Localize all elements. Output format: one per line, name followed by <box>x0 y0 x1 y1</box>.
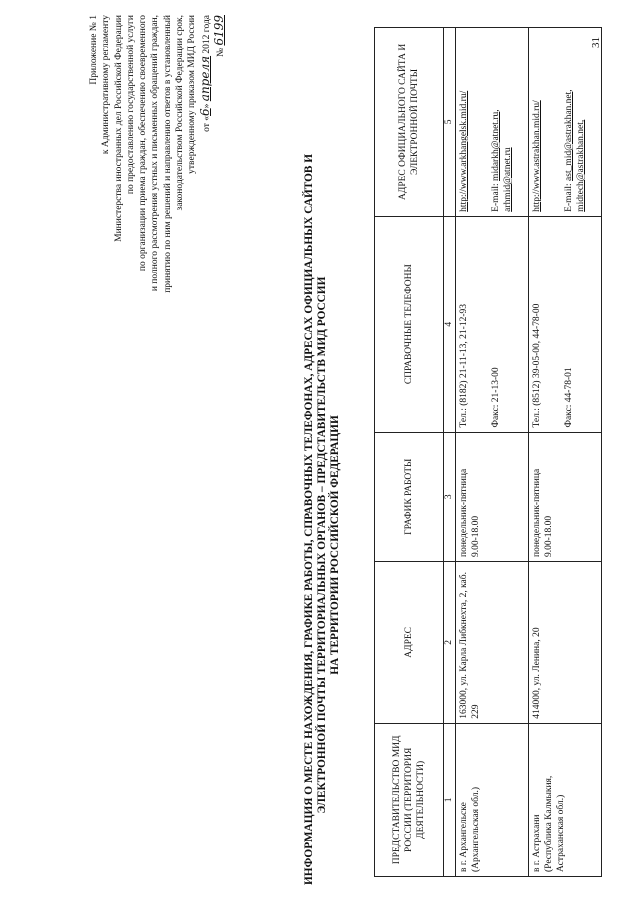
appendix-line: к Административному регламенту <box>101 15 112 155</box>
schedule-days: понедельник-пятница <box>532 468 542 557</box>
email-link[interactable]: arhmid@atnet.ru <box>503 147 513 212</box>
office-city: в г. Архангельске <box>459 802 469 872</box>
title-line: ЭЛЕКТРОННОЙ ПОЧТЫ ТЕРРИТОРИАЛЬНЫХ ОРГАНОВ – ПРЕДСТАВИТЕЛЬСТВ МИД РОССИИ <box>316 276 328 814</box>
email-label: E-mail: <box>564 180 574 212</box>
appendix-line: принятию по ним решений и направлению ответов в установленный <box>162 15 173 293</box>
site-email-cell <box>529 28 602 217</box>
site-link[interactable]: http://www.arkhangelsk.mid.ru/ <box>459 90 469 212</box>
date-prefix: от « <box>201 115 212 132</box>
header-phones: СПРАВОЧНЫЕ ТЕЛЕФОНЫ <box>375 216 444 432</box>
appendix-line: Министерства иностранных дел Российской Федерации <box>113 15 124 242</box>
column-number-row <box>444 28 456 877</box>
column-number: 1 <box>444 723 456 876</box>
header-office: ПРЕДСТАВИТЕЛЬСТВО МИД РОССИИ (ТЕРРИТОРИЯ ДЕЯТЕЛЬНОСТИ) <box>375 723 444 876</box>
office-region: (Архангельская обл.) <box>471 786 481 872</box>
email-separator: , <box>491 109 501 112</box>
phone-text: Тел.: (8512) 39-05-00, 44-78-00 <box>532 303 542 428</box>
phones-cell <box>529 216 602 432</box>
table-header-row <box>375 28 444 877</box>
approval-date <box>199 15 213 380</box>
site-link[interactable]: http://www.astrakhan.mid.ru/ <box>532 100 542 212</box>
site-email-cell <box>456 28 529 217</box>
schedule-hours: 9.00-18.00 <box>471 515 481 557</box>
email-link[interactable]: midtech@astrakhan.net, <box>576 119 586 212</box>
office-city: в г. Астрахани <box>532 814 542 872</box>
appendix-line: законодательством Российской Федерации срок, <box>175 15 186 211</box>
address-cell: 163000, ул. Карла Либкнехта, 2, каб. 229 <box>456 561 529 723</box>
page-number: 31 <box>590 37 602 48</box>
table-row <box>456 28 529 877</box>
number-value: 6199 <box>211 15 226 46</box>
column-number: 2 <box>444 561 456 723</box>
appendix-header <box>88 15 227 380</box>
header-address: АДРЕС <box>375 561 444 723</box>
schedule-cell <box>456 432 529 561</box>
date-mid: » <box>201 101 212 109</box>
document-title <box>303 153 342 885</box>
title-line: НА ТЕРРИТОРИИ РОССИЙСКОЙ ФЕДЕРАЦИИ <box>329 415 341 675</box>
appendix-line: по организации приема граждан, обеспечению своевременного <box>138 15 149 272</box>
email-link[interactable]: midarkh@atnet.ru <box>491 111 501 181</box>
address-cell: 414000, ул. Ленина, 20 <box>529 561 602 723</box>
date-month: апреля <box>197 55 212 102</box>
date-day: 6 <box>197 108 212 116</box>
appendix-line: Приложение № 1 <box>89 15 99 85</box>
fax-text: Факс: 44-78-01 <box>564 367 574 428</box>
email-link[interactable]: ast_mid@astrakhan.net <box>564 91 574 181</box>
table-row <box>529 28 602 877</box>
email-label: E-mail: <box>491 180 501 212</box>
schedule-cell <box>529 432 602 561</box>
schedule-hours: 9.00-18.00 <box>544 515 554 557</box>
phones-cell <box>456 216 529 432</box>
fax-text: Факс: 21-13-00 <box>491 367 501 428</box>
phone-text: Тел.: (8182) 21-11-13, 21-12-93 <box>459 304 469 428</box>
number-prefix: № <box>215 45 226 57</box>
order-number <box>213 15 227 380</box>
date-year: 2012 года <box>201 15 212 56</box>
header-site-email: АДРЕС ОФИЦИАЛЬНОГО САЙТА И ЭЛЕКТРОННОЙ ПОЧТЫ <box>375 28 444 217</box>
office-cell <box>529 723 602 876</box>
office-cell <box>456 723 529 876</box>
column-number: 3 <box>444 432 456 561</box>
schedule-days: понедельник-пятница <box>459 468 469 557</box>
appendix-line: по предоставлению государственной услуги <box>125 15 136 195</box>
appendix-line: утвержденному приказом МИД России <box>187 15 198 174</box>
email-separator: , <box>564 89 574 92</box>
header-schedule: ГРАФИК РАБОТЫ <box>375 432 444 561</box>
column-number: 5 <box>444 28 456 217</box>
appendix-line: и полного рассмотрения устных и письменных обращений граждан, <box>150 15 161 292</box>
title-line: ИНФОРМАЦИЯ О МЕСТЕ НАХОЖДЕНИЯ, ГРАФИКЕ РАБОТЫ, СПРАВОЧНЫХ ТЕЛЕФОНАХ, АДРЕСАХ ОФИЦИАЛЬНЫХ САЙТОВ И <box>303 153 315 885</box>
column-number: 4 <box>444 216 456 432</box>
offices-table <box>374 27 602 877</box>
office-region: (Республика Калмыкия, Астраханская обл.) <box>544 775 566 872</box>
